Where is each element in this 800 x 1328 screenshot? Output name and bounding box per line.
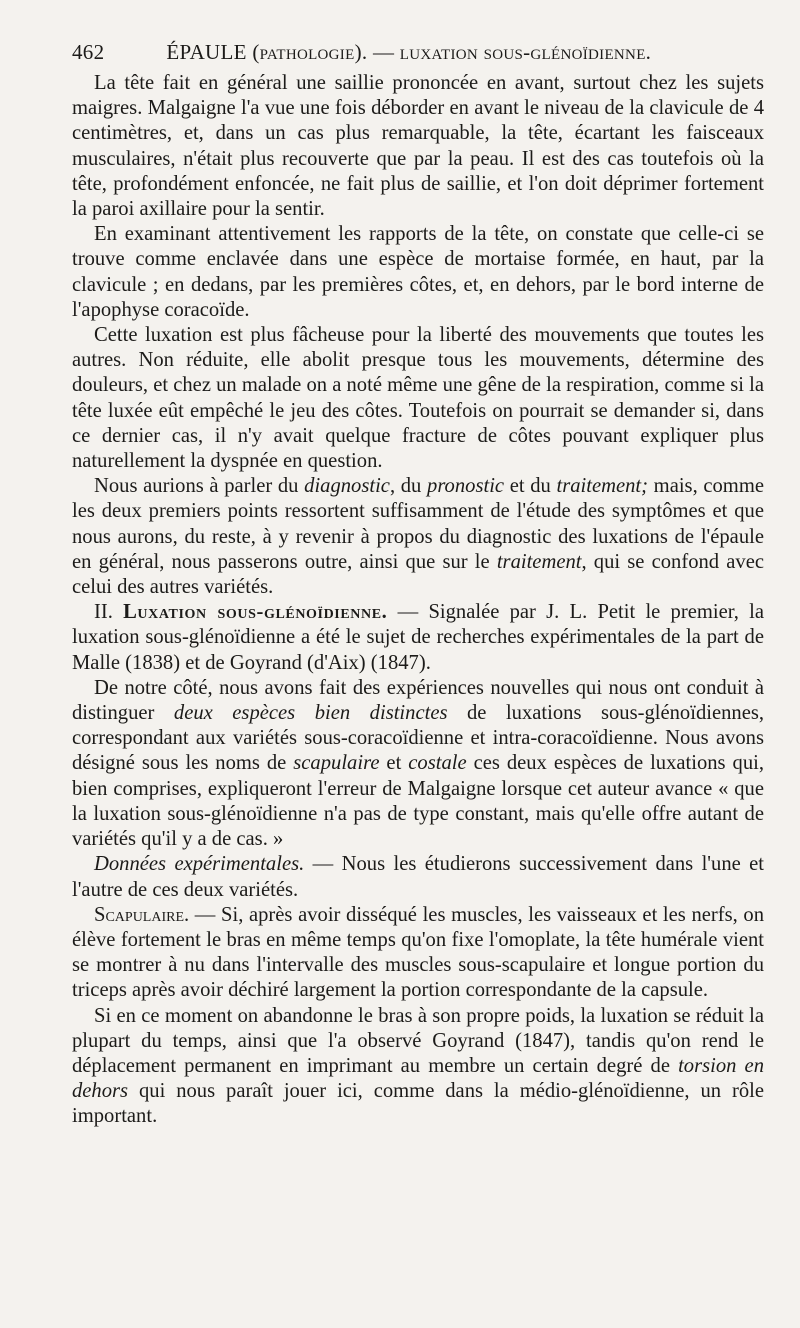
- italic-term: traitement: [496, 550, 582, 573]
- text-run: , du: [389, 475, 428, 498]
- section-numeral: II.: [94, 601, 124, 624]
- smallcaps-heading: Scapulaire.: [94, 903, 190, 926]
- paragraph: [72, 903, 764, 1004]
- text-run: qui nous paraît jouer ici, comme dans la médio-glénoïdienne, un rôle important.: [72, 1080, 764, 1128]
- text-run: mais, comme les deux premiers points ressortent suffisamment de l'étude des symptômes et que nous aurons, du reste, à y revenir à propos du diagnostic des luxations de l'épaule en général, nous passerons outre, ainsi que sur le: [72, 475, 764, 573]
- text-run: ces deux espèces de luxations qui, bien comprises, expliqueront l'erreur de Malgaigne lorsque cet auteur avance « que la luxation sous-glénoïdienne n'a pas de type constant, mais qu'elle offre autant de variétés qu'il y a de cas. »: [72, 752, 764, 851]
- text-run: — Si, après avoir disséqué les muscles, les vaisseaux et les nerfs, on élève fortement le bras en même temps qu'on fixe l'omoplate, la tête humérale vient se montrer à nu dans l'intervalle des muscles sous-scapulaire et longue portion du triceps après avoir déchiré largement la portion correspondante de la capsule.: [72, 903, 764, 1002]
- text-run: de luxations sous-glénoïdiennes, correspondant aux variétés sous-coracoïdienne et intra-coracoïdienne. Nous avons désigné sous les noms de: [72, 702, 764, 775]
- italic-term: traitement;: [556, 475, 649, 498]
- text-run: — Signalée par J. L. Petit le premier, la luxation sous-glénoïdienne a été le sujet de recherches expérimentales de la part de Malle (1838) et de Goyrand (d'Aix) (1847).: [72, 601, 764, 674]
- italic-heading: Données expérimentales.: [94, 853, 305, 876]
- italic-term: deux espèces bien distinctes: [173, 702, 448, 725]
- paragraph: [72, 852, 764, 902]
- paragraph: [72, 1004, 764, 1130]
- body-text: [72, 71, 764, 1130]
- text-run: Si en ce moment on abandonne le bras à son propre poids, la luxation se réduit la plupart du temps, ainsi que l'a observé Goyrand (1847), tandis qu'on rend le déplacement permanent en imprimant au membre un certain degré de: [72, 1004, 764, 1077]
- italic-term: diagnostic: [304, 475, 390, 498]
- text-run: , qui se confond avec celui des autres variétés.: [72, 550, 764, 599]
- paragraph: [72, 676, 764, 852]
- text-run: — Nous les étudierons successivement dans l'une et l'autre de ces deux variétés.: [72, 853, 765, 901]
- italic-term: pronostic: [427, 475, 505, 498]
- text-run: et du: [504, 475, 557, 498]
- paragraph: Cette luxation est plus fâcheuse pour la liberté des mouvements que toutes les autres. Non réduite, elle abolit presque tous les mouvements, détermine des douleurs, et chez un malade on a noté même une gêne de la respiration, comme si la tête luxée eût empêché le jeu des côtes. Toutefois on pourrait se demander si, dans ce dernier cas, il n'y avait quelque fracture de côtes pouvant expliquer plus naturellement la dyspnée en question.: [72, 324, 764, 473]
- italic-term: scapulaire: [293, 752, 380, 775]
- paragraph: La tête fait en général une saillie prononcée en avant, surtout chez les sujets maigres. Malgaigne l'a vue une fois déborder en avant le niveau de la clavicule de 4 centimètres, et, dans un cas plus remarquable, la tête, écartant les faisceaux musculaires, n'était plus recouverte que par la peau. Il est des cas toutefois où la tête, profondément enfoncée, ne fait plus de saillie, et l'on doit déprimer fortement la paroi axillaire pour la sentir.: [72, 72, 764, 221]
- paragraph: [72, 474, 764, 600]
- text-run: Nous aurions à parler du: [94, 475, 305, 498]
- running-title: ÉPAULE (pathologie). — luxation sous-glénoïdienne.: [166, 40, 652, 64]
- text-run: et: [379, 752, 409, 775]
- page-number: 462: [72, 40, 105, 64]
- section-heading: Luxation sous-glénoïdienne.: [123, 601, 388, 624]
- italic-term: costale: [408, 752, 467, 775]
- running-header: [72, 40, 764, 65]
- text-run: De notre côté, nous avons fait des expériences nouvelles qui nous ont conduit à distinguer: [72, 676, 764, 725]
- italic-term: torsion en dehors: [72, 1054, 764, 1103]
- paragraph: [72, 600, 764, 676]
- paragraph: En examinant attentivement les rapports de la tête, on constate que celle-ci se trouve comme enclavée dans une espèce de mortaise formée, en haut, par la clavicule ; en dedans, par les premières côtes, et, en dehors, par le bord interne de l'apophyse coracoïde.: [72, 223, 764, 321]
